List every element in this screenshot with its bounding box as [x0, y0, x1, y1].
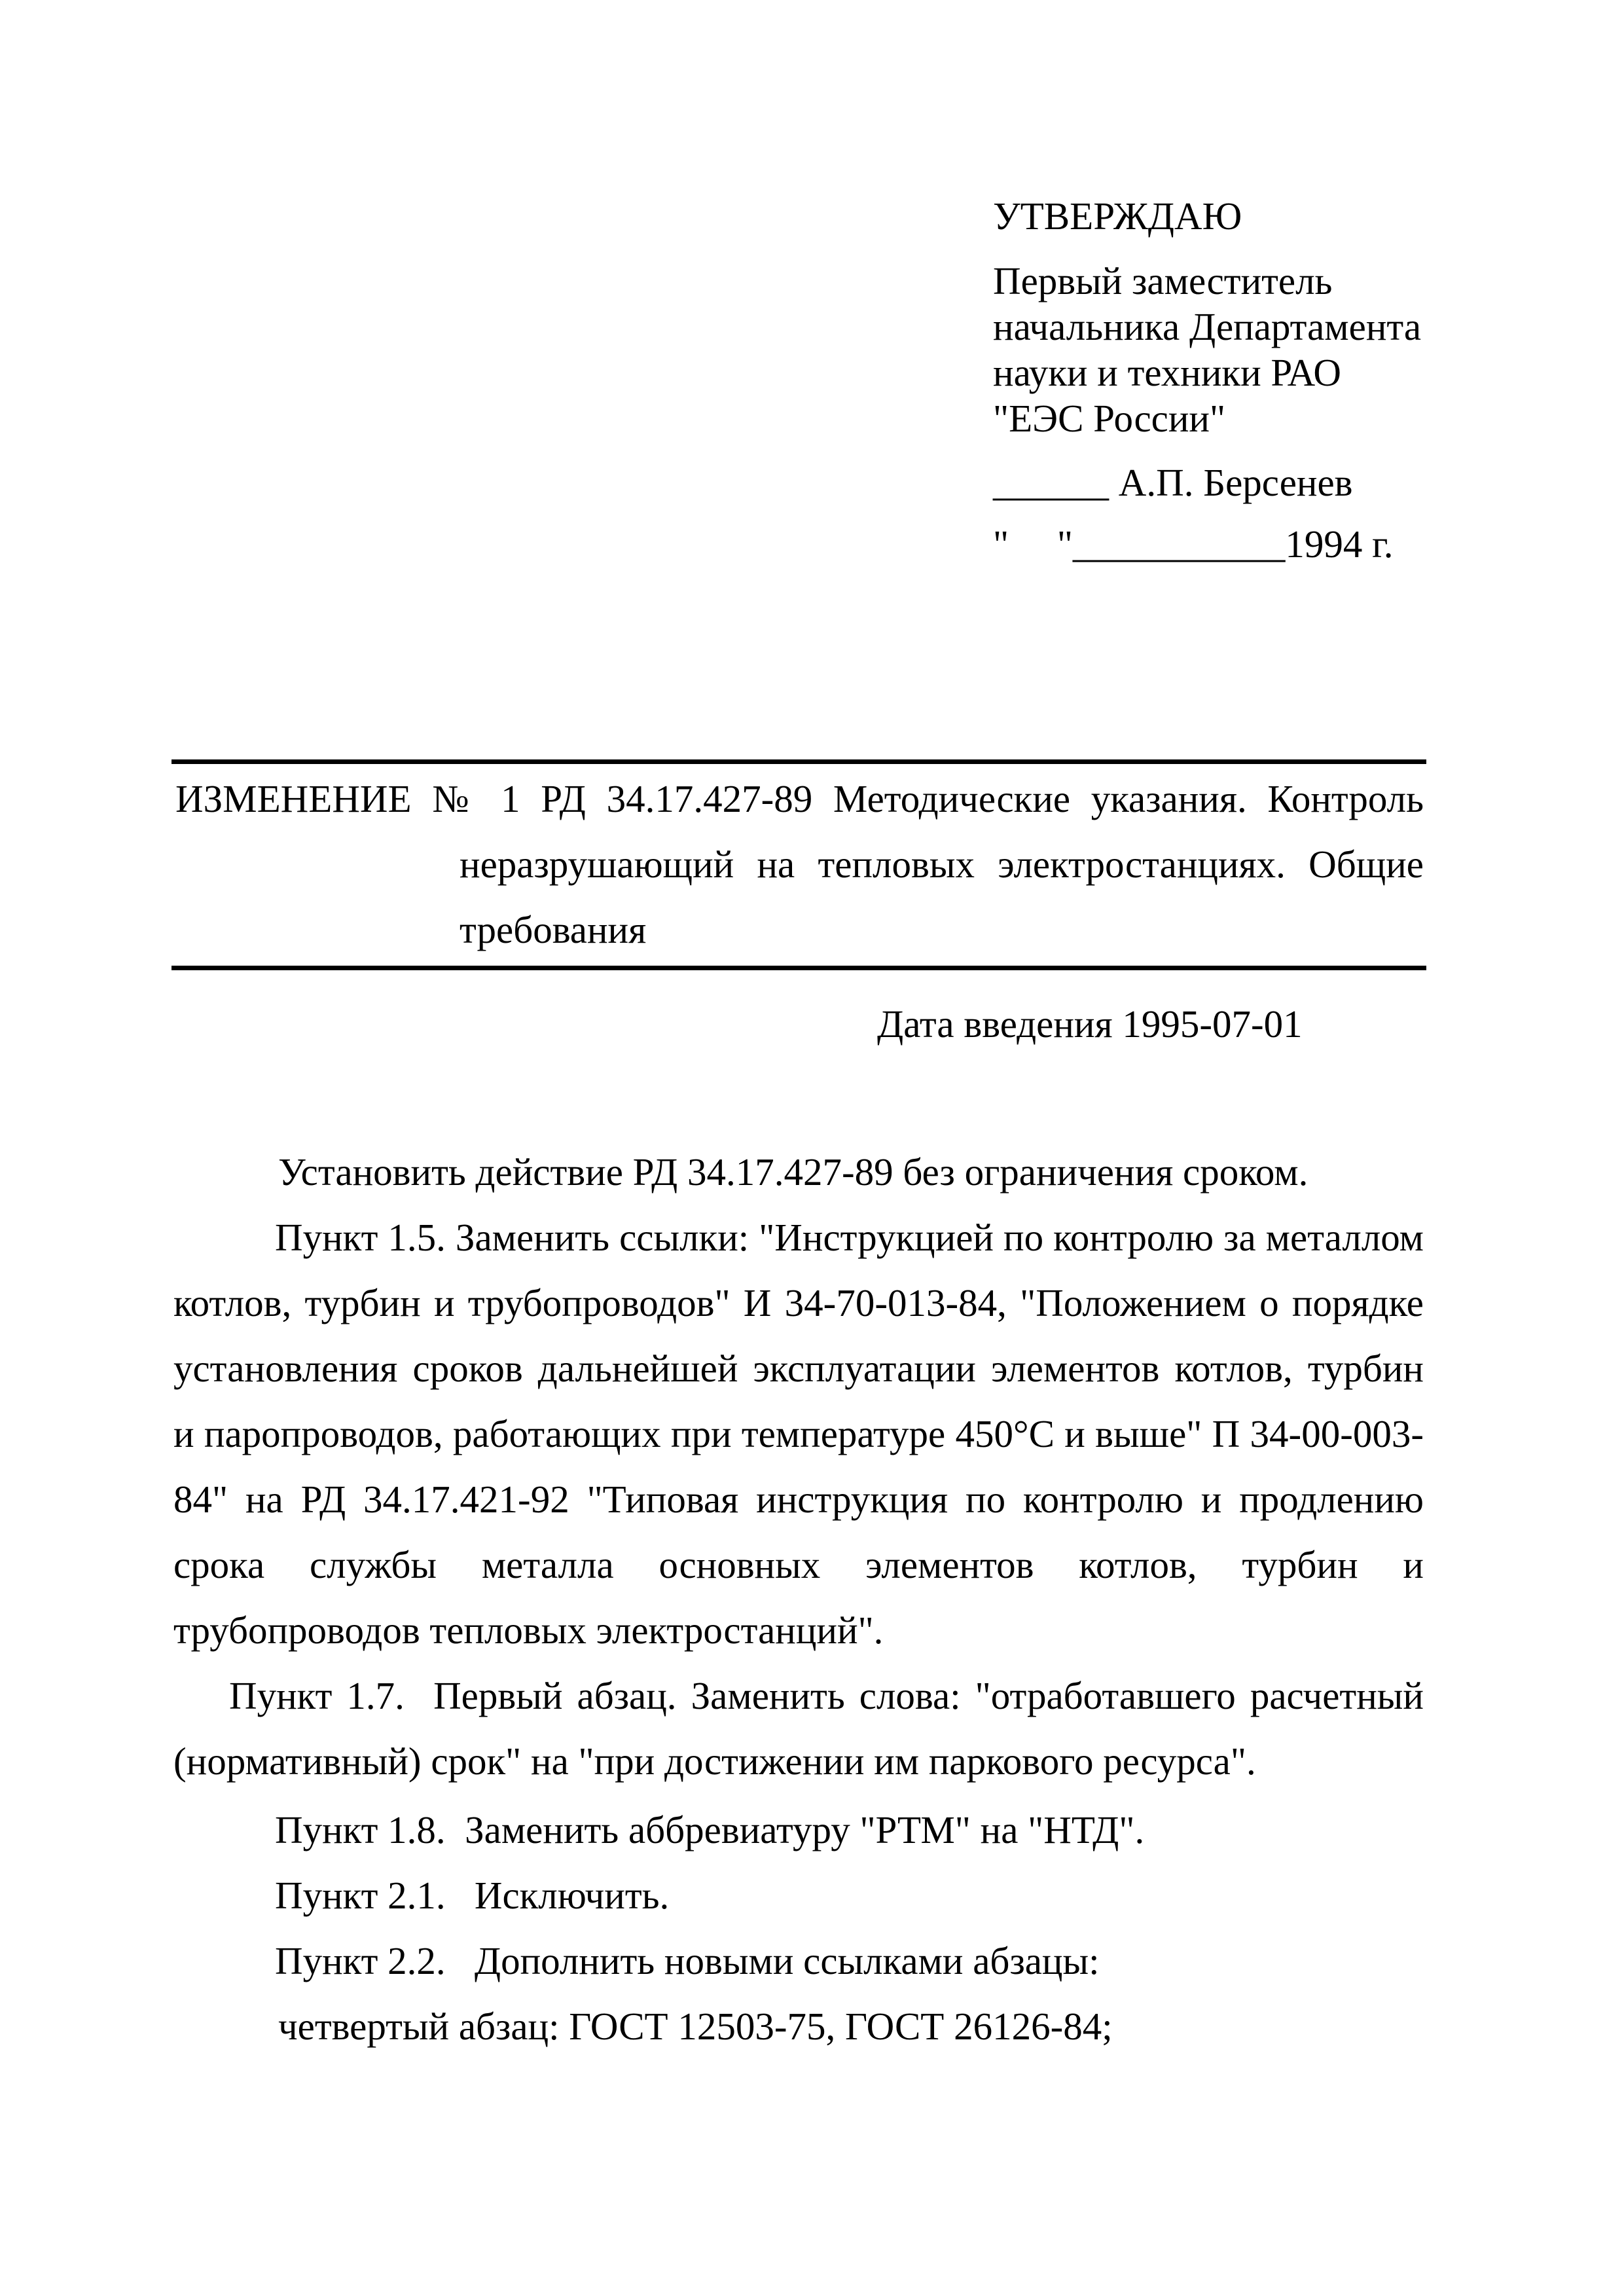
paragraph-line: Пункт 1.7. Первый абзац. Заменить слова: "отработавшего расчетный [229, 1674, 1424, 1717]
paragraph-line: 84" на РД 34.17.421-92 "Типовая инструкция по контролю и продлению [173, 1478, 1424, 1521]
change-title-line: ИЗМЕНЕНИЕ № 1 РД 34.17.427-89 Методические указания. Контроль [175, 777, 1424, 820]
approval-position-line: "ЕЭС России" [993, 397, 1226, 440]
paragraph-item-2-2: Пункт 2.2. Дополнить новыми ссылками абзацы: [275, 1939, 1100, 1982]
paragraph-line: котлов, турбин и трубопроводов" И 34-70-013-84, "Положением о порядке [173, 1281, 1424, 1324]
paragraph-item-2-1: Пункт 2.1. Исключить. [275, 1874, 670, 1917]
introduction-date: Дата введения 1995-07-01 [877, 1002, 1303, 1046]
paragraph-validity: Установить действие РД 34.17.427-89 без ограничения сроком. [278, 1150, 1308, 1194]
approval-date-line: " "___________1994 г. [993, 522, 1394, 566]
paragraph-line: и паропроводов, работающих при температуре 450°С и выше" П 34-00-003- [173, 1412, 1424, 1455]
change-title-line: неразрушающий на тепловых электростанциях. Общие [460, 843, 1424, 886]
approval-signature-line: ______ А.П. Берсенев [993, 461, 1353, 504]
header-bottom-rule [171, 966, 1426, 970]
paragraph-item-1-8: Пункт 1.8. Заменить аббревиатуру "РТМ" на "НТД". [275, 1808, 1145, 1851]
header-top-rule [171, 759, 1426, 764]
paragraph-line: Пункт 1.5. Заменить ссылки: "Инструкцией по контролю за металлом [275, 1216, 1424, 1259]
approval-position-line: начальника Департамента [993, 305, 1422, 348]
paragraph-line: установления сроков дальнейшей эксплуатации элементов котлов, турбин [173, 1347, 1424, 1390]
approval-position-line: Первый заместитель [993, 259, 1333, 302]
paragraph-line: трубопроводов тепловых электростанций". [173, 1609, 884, 1652]
paragraph-line: срока службы металла основных элементов котлов, турбин и [173, 1543, 1424, 1586]
paragraph-fourth-abzac: четвертый абзац: ГОСТ 12503-75, ГОСТ 26126-84; [278, 2005, 1113, 2048]
change-title-line: требования [460, 908, 647, 951]
approval-position-line: науки и техники РАО [993, 351, 1341, 394]
paragraph-line: (нормативный) срок" на "при достижении им паркового ресурса". [173, 1740, 1256, 1783]
approval-title: УТВЕРЖДАЮ [993, 194, 1242, 238]
